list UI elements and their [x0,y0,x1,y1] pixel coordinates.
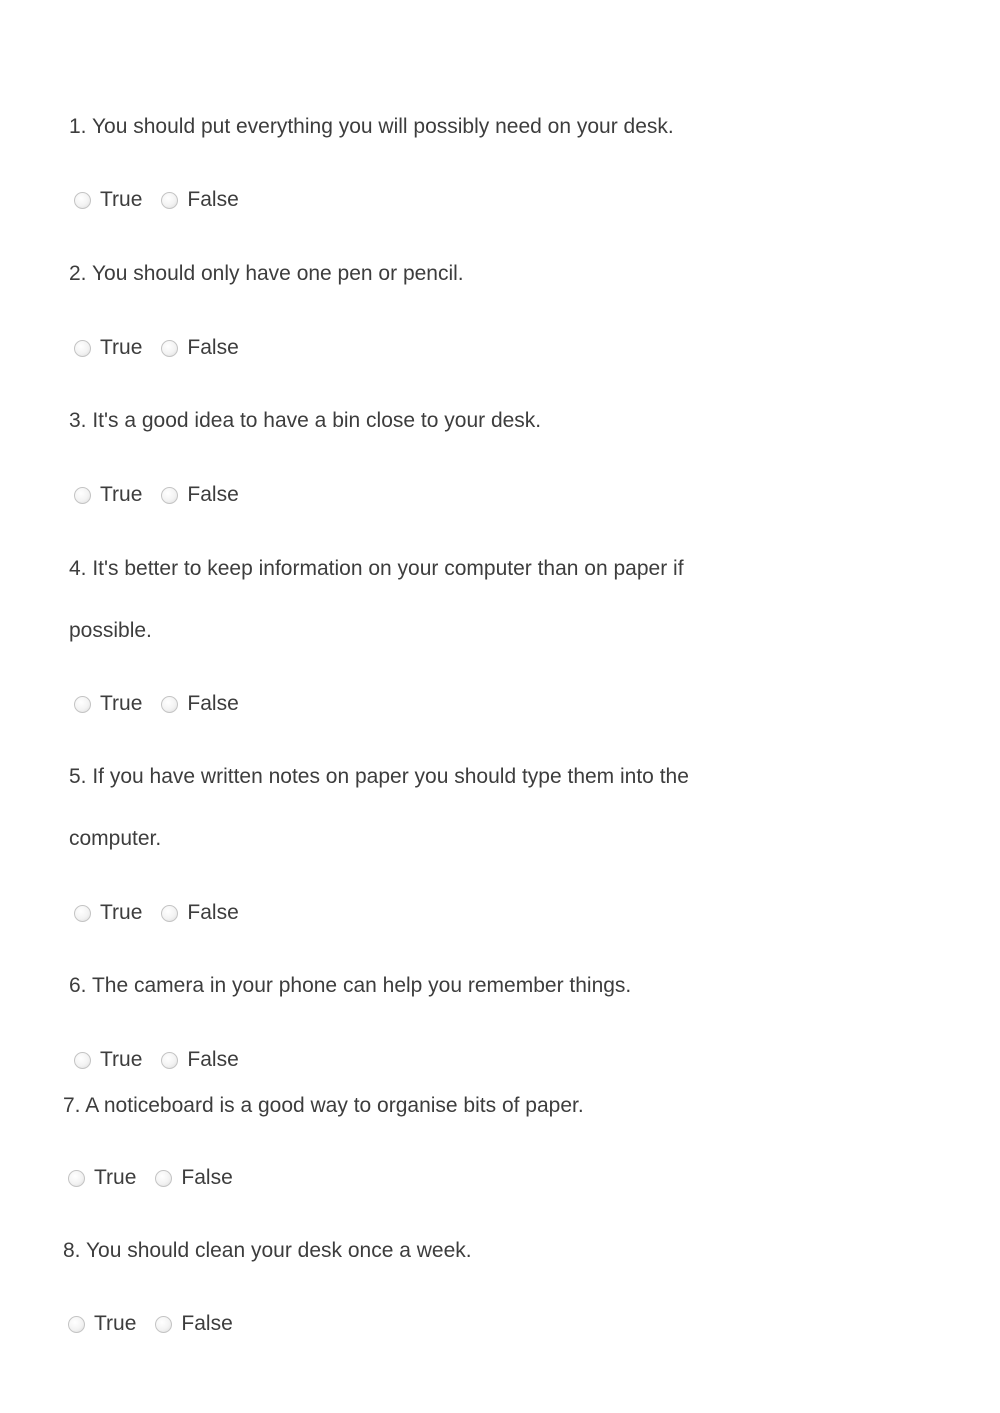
radio-button-icon[interactable] [68,1316,85,1333]
radio-button-icon[interactable] [74,1052,91,1069]
question-4-text: 4. It's better to keep information on your computer than on paper if possible. [69,557,684,642]
option-label: True [94,1312,137,1335]
question-3-false-option[interactable] [161,482,238,508]
question-3-options [74,482,239,508]
option-label: True [100,901,143,924]
option-label: False [187,901,239,924]
radio-button-icon[interactable] [161,905,178,922]
question-3-text: 3. It's a good idea to have a bin close to your desk. [69,409,542,432]
question-6-true-option[interactable] [74,1047,142,1073]
option-label: True [100,188,143,211]
question-8-false-option[interactable] [155,1311,232,1337]
question-7-true-option[interactable] [68,1165,136,1191]
option-label: False [187,188,239,211]
question-2-options [74,335,239,361]
radio-button-icon[interactable] [155,1316,172,1333]
radio-button-icon[interactable] [74,340,91,357]
question-1-false-option[interactable] [161,187,238,213]
question-5-text: 5. If you have written notes on paper you should type them into the computer. [69,765,689,850]
option-label: False [181,1312,233,1335]
question-7-options [68,1165,233,1191]
question-2-true-option[interactable] [74,335,142,361]
option-label: False [187,483,239,506]
option-label: False [181,1166,233,1189]
question-5-false-option[interactable] [161,900,238,926]
question-1-true-option[interactable] [74,187,142,213]
radio-button-icon[interactable] [74,696,91,713]
question-2-text: 2. You should only have one pen or pencil. [69,262,464,285]
question-6-options [74,1047,239,1073]
radio-button-icon[interactable] [155,1170,172,1187]
option-label: True [100,692,143,715]
radio-button-icon[interactable] [161,192,178,209]
question-7-text: 7. A noticeboard is a good way to organise bits of paper. [63,1094,584,1117]
question-4-true-option[interactable] [74,691,142,717]
question-7-false-option[interactable] [155,1165,232,1191]
option-label: True [100,483,143,506]
radio-button-icon[interactable] [74,905,91,922]
radio-button-icon[interactable] [161,487,178,504]
question-5-true-option[interactable] [74,900,142,926]
question-1-options [74,187,239,213]
question-1-text: 1. You should put everything you will possibly need on your desk. [69,115,674,138]
option-label: True [100,336,143,359]
option-label: False [187,1048,239,1071]
radio-button-icon[interactable] [68,1170,85,1187]
question-4-options [74,691,239,717]
question-4-false-option[interactable] [161,691,238,717]
radio-button-icon[interactable] [161,340,178,357]
question-8-text: 8. You should clean your desk once a week. [63,1239,472,1262]
question-5-options [74,900,239,926]
question-3-true-option[interactable] [74,482,142,508]
question-6-text: 6. The camera in your phone can help you remember things. [69,974,632,997]
radio-button-icon[interactable] [161,696,178,713]
radio-button-icon[interactable] [74,192,91,209]
option-label: True [94,1166,137,1189]
question-2-false-option[interactable] [161,335,238,361]
question-8-true-option[interactable] [68,1311,136,1337]
question-8-options [68,1311,233,1337]
radio-button-icon[interactable] [161,1052,178,1069]
radio-button-icon[interactable] [74,487,91,504]
question-6-false-option[interactable] [161,1047,238,1073]
option-label: True [100,1048,143,1071]
option-label: False [187,692,239,715]
option-label: False [187,336,239,359]
